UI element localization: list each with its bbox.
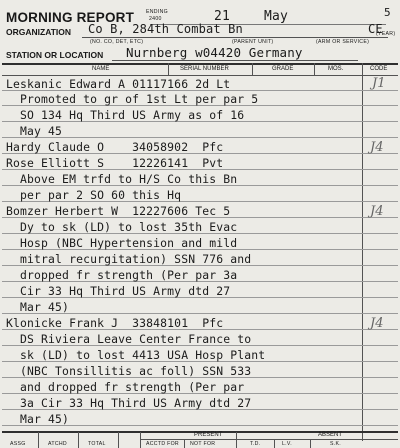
entry-line: Leskanic Edward A 01117166 2d Lt [6,77,231,91]
col-mos: MOS. [328,66,344,72]
code-mark: J4 [370,204,384,219]
footer-present: PRESENT [194,432,223,438]
code-mark: J4 [370,316,384,331]
report-month: May [264,9,288,24]
code-mark: J4 [370,140,384,155]
entry-line: Rose Elliott S 12226141 Pvt [6,156,224,170]
entry-line: Above EM trfd to H/S Co this Bn [6,172,238,186]
entry-line: May 45 [6,124,63,138]
entry-line: and dropped fr strength (Per par [6,380,245,394]
arm-service-value: CE [368,22,383,36]
org-arm-service: (ARM OR SERVICE) [316,39,370,45]
ending-time: 2400 [149,16,162,22]
station-value: Nurnberg w04420 Germany [126,45,303,60]
entry-line: Cir 33 Hq Third US Army dtd 27 [6,284,231,298]
col-grade: GRADE [272,66,294,72]
footer-col: ASSG [10,441,26,447]
station-label: STATION OR LOCATION [6,50,104,60]
entry-line: Hardy Claude O 34058902 Pfc [6,140,224,154]
entry-line: (NBC Tonsillitis ac foll) SSN 533 [6,364,252,378]
entry-line: Bomzer Herbert W 12227606 Tec 5 [6,204,231,218]
col-code: CODE [370,66,388,72]
col-serial: SERIAL NUMBER [180,66,229,72]
entry-line: SO 134 Hq Third US Army as of 16 [6,108,245,122]
col-name: NAME [92,66,110,72]
organization-value: Co B, 284th Combat Bn [88,22,243,36]
report-day: 21 [214,9,230,24]
entry-line: Mar 45) [6,412,70,426]
org-parent-unit: (PARENT UNIT) [232,39,274,45]
entry-line: Dy to sk (LD) to lost 35th Evac [6,220,238,234]
entry-line: Mar 45) [6,300,70,314]
footer-col: S.K. [330,441,342,447]
footer-col: T.D. [250,441,261,447]
year-caption: (YEAR) [376,31,396,37]
entry-line: Klonicke Frank J 33848101 Pfc [6,316,224,330]
entry-line: sk (LD) to lost 4413 USA Hosp Plant [6,348,266,362]
ending-label: ENDING [146,9,168,15]
entry-line: dropped fr strength (Per par 3a [6,268,238,282]
org-sub-unit: (NO. CO, DET, ETC) [90,39,144,45]
entry-line: mitral recurgitation) SSN 776 and [6,252,252,266]
organization-label: ORGANIZATION [6,27,72,37]
footer-col: L.V. [282,441,292,447]
entry-line: Promoted to gr of 1st Lt per par 5 [6,92,259,106]
entry-line: 3a Cir 33 Hq Third US Army dtd 27 [6,396,252,410]
footer-col: ATCHD [48,441,67,447]
entry-line: per par 2 SO 60 this Hq [6,188,182,202]
code-mark: J1 [372,76,386,91]
report-title: MORNING REPORT [6,10,135,25]
footer-col: ACCTD FOR [146,441,179,447]
entry-line: Hosp (NBC Hypertension and mild [6,236,238,250]
report-year: 5 [384,6,391,19]
footer-absent: ABSENT [318,432,343,438]
entry-line: DS Riviera Leave Center France to [6,332,252,346]
footer-col: TOTAL [88,441,106,447]
footer-col: NOT FOR [190,441,216,447]
